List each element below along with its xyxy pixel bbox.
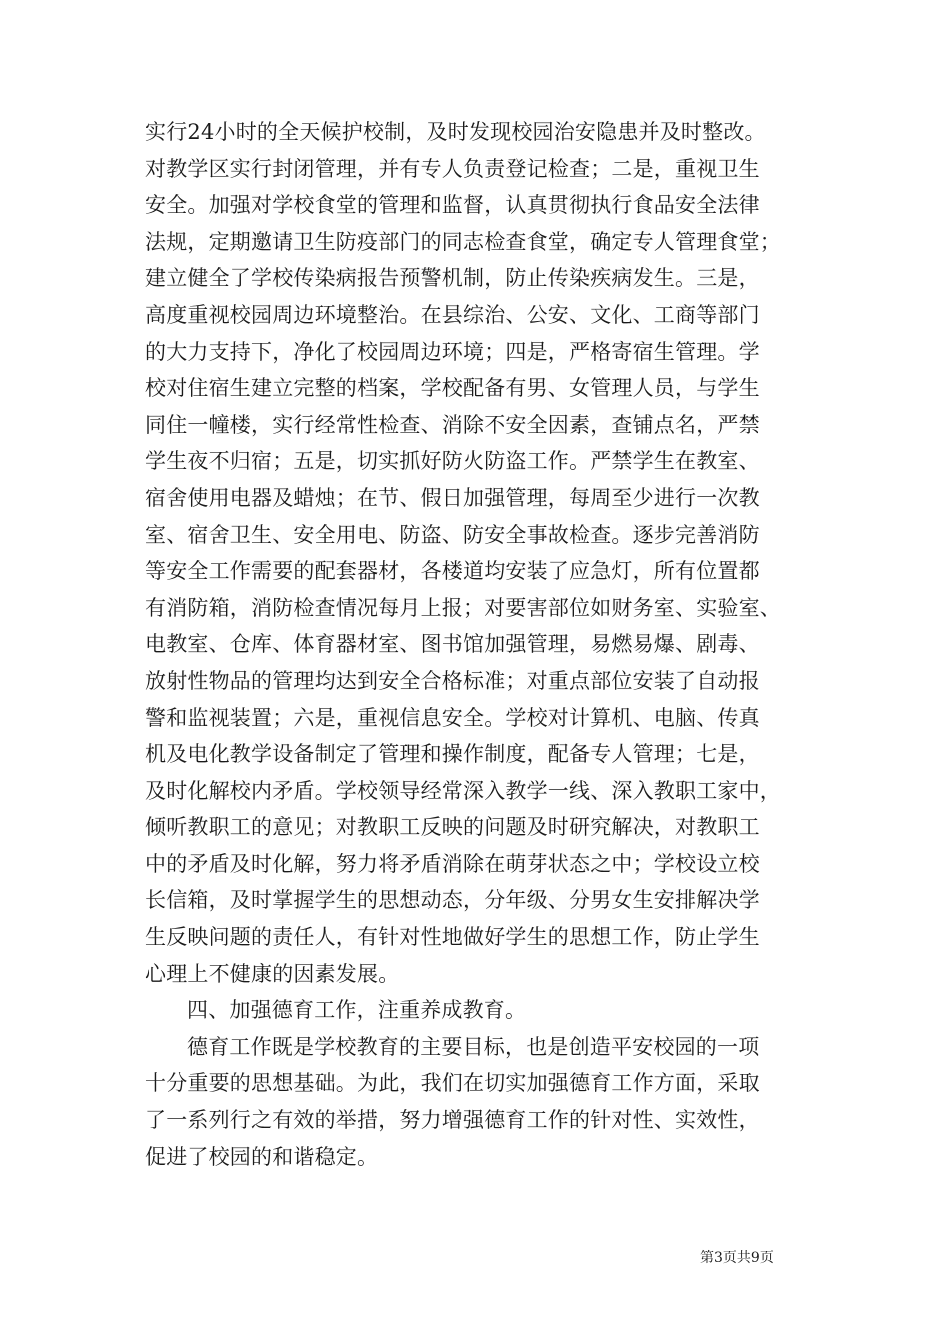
text-line: 对教学区实行封闭管理，并有专人负责登记检查；二是，重视卫生: [145, 156, 760, 181]
text-line: 法规，定期邀请卫生防疫部门的同志检查食堂，确定专人管理食堂；: [145, 229, 781, 254]
text-line: 十分重要的思想基础。为此，我们在切实加强德育工作方面，采取: [145, 1071, 760, 1096]
text-line: 的大力支持下，净化了校园周边环境；四是，严格寄宿生管理。学: [145, 339, 760, 364]
text-line: 倾听教职工的意见；对教职工反映的问题及时研究解决，对教职工: [145, 815, 760, 840]
text-line: 及时化解校内矛盾。学校领导经常深入教学一线、深入教职工家中，: [145, 778, 781, 803]
page-number-footer: [700, 1249, 820, 1267]
text-line: 实行24小时的全天候护校制，及时发现校园治安隐患并及时整改。: [145, 120, 766, 144]
document-body: [145, 114, 825, 1175]
text-line: 促进了校园的和谐稳定。: [145, 1144, 379, 1169]
text-line: 长信箱，及时掌握学生的思想动态，分年级、分男女生安排解决学: [145, 888, 760, 913]
text-line: 室、宿舍卫生、安全用电、防盗、防安全事故检查。逐步完善消防: [145, 522, 760, 547]
text-line: 机及电化教学设备制定了管理和操作制度，配备专人管理；七是，: [145, 742, 760, 767]
text-line: 德育工作既是学校教育的主要目标，也是创造平安校园的一项: [187, 1034, 760, 1059]
text-line: 建立健全了学校传染病报告预警机制，防止传染疾病发生。三是，: [145, 266, 760, 291]
section-heading: 四、加强德育工作，注重养成教育。: [187, 998, 527, 1023]
text-line: 有消防箱，消防检查情况每月上报；对要害部位如财务室、实验室、: [145, 595, 781, 620]
text-line: 了一系列行之有效的举措，努力增强德育工作的针对性、实效性，: [145, 1108, 760, 1133]
text-line: 中的矛盾及时化解，努力将矛盾消除在萌芽状态之中；学校设立校: [145, 851, 760, 876]
page-number-label: 第3页共9页: [700, 1250, 774, 1266]
text-line: 心理上不健康的因素发展。: [145, 961, 400, 986]
text-line: 警和监视装置；六是，重视信息安全。学校对计算机、电脑、传真: [145, 705, 760, 730]
text-line: 生反映问题的责任人，有针对性地做好学生的思想工作，防止学生: [145, 925, 760, 950]
paragraph-safety-measures: [145, 114, 825, 992]
text-line: 宿舍使用电器及蜡烛；在节、假日加强管理，每周至少进行一次教: [145, 485, 760, 510]
text-line: 等安全工作需要的配套器材，各楼道均安装了应急灯，所有位置都: [145, 559, 760, 584]
paragraph-moral-education: [145, 1029, 825, 1175]
text-line: 放射性物品的管理均达到安全合格标准；对重点部位安装了自动报: [145, 668, 760, 693]
text-line: 学生夜不归宿；五是，切实抓好防火防盗工作。严禁学生在教室、: [145, 449, 760, 474]
text-line: 高度重视校园周边环境整治。在县综治、公安、文化、工商等部门: [145, 302, 760, 327]
text-line: 安全。加强对学校食堂的管理和监督，认真贯彻执行食品安全法律: [145, 193, 760, 218]
text-line: 同住一幢楼，实行经常性检查、消除不安全因素，查铺点名，严禁: [145, 412, 760, 437]
text-line: 电教室、仓库、体育器材室、图书馆加强管理，易燃易爆、剧毒、: [145, 632, 760, 657]
text-line: 校对住宿生建立完整的档案，学校配备有男、女管理人员，与学生: [145, 376, 760, 401]
